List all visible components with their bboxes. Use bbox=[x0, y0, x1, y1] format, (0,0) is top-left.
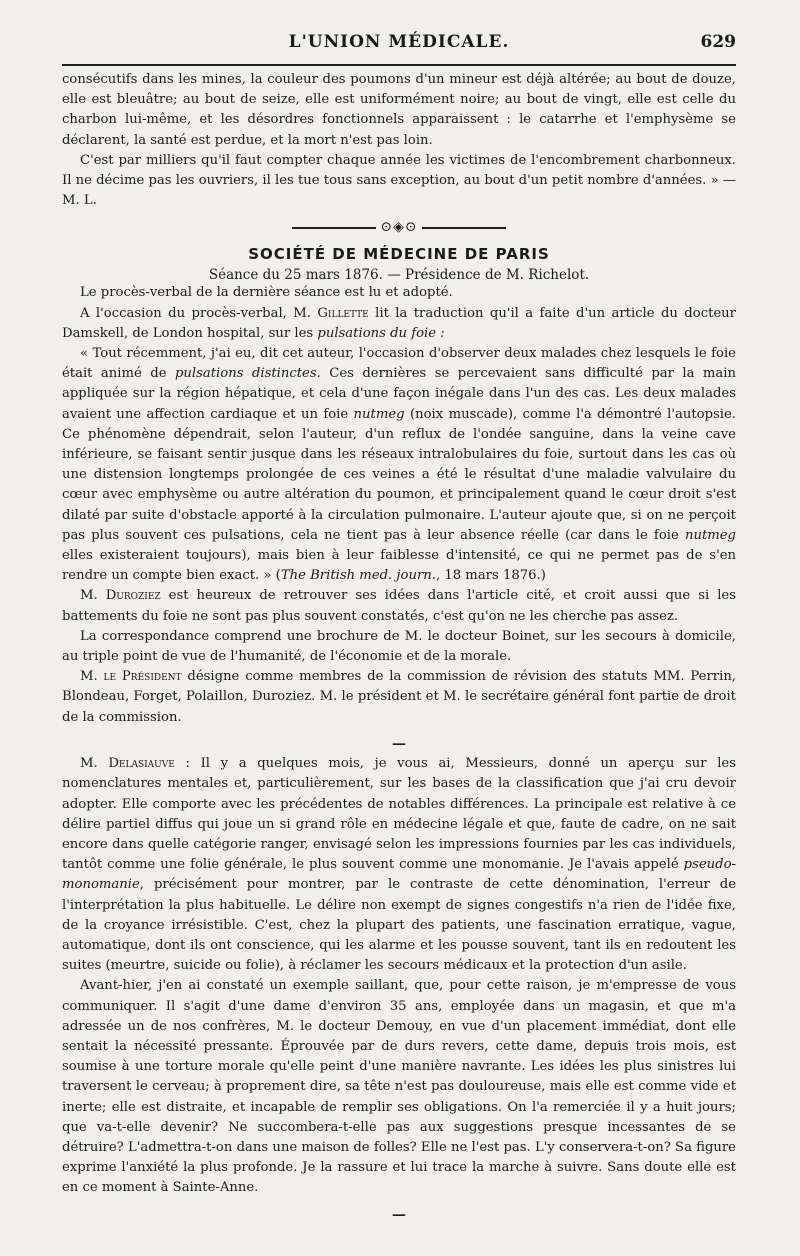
delasiauve-paragraph bbox=[62, 754, 736, 976]
text-span: est heureux de retrouver ses idées dans l'article cité, et croit aussi que si les battements du foie ne sont pas plus souvent constatés, c'est qu'on ne les cherche pas assez. bbox=[62, 588, 736, 624]
intro-paragraph-1: consécutifs dans les mines, la couleur des poumons d'un mineur est déjà altérée; au bout de douze, elle est bleuâtre; au bout de seize, elle est uniformément noire; au bout de vingt, elle est celle du charbon lui-même, et les désordres fonctionnels apparaissent : le catarrhe et l'emphysème se déclarent, la santé est perdue, et la mort n'est pas loin. bbox=[62, 72, 736, 148]
text-span: lit la traduction qu'il a faite d'un article du docteur Damskell, de London hospital, sur les bbox=[62, 305, 736, 341]
speaker-name: Duroziez bbox=[105, 588, 161, 604]
section-title: SOCIÉTÉ DE MÉDECINE DE PARIS bbox=[248, 245, 550, 264]
text-span: , 18 mars 1876.) bbox=[435, 568, 546, 584]
italic-span: nutmeg bbox=[684, 527, 736, 543]
duroziez-paragraph bbox=[62, 586, 736, 626]
text-span: M. bbox=[80, 669, 104, 685]
text-span: Ces dernières se percevaient sans difficulté par la main appliquée sur la région hépatique, et cela d'une façon inégale dans l'un des cas. Les deux malades avaient une affection cardiaque et un foie bbox=[62, 366, 736, 422]
text-span: « Tout récemment, j'ai eu, dit cet auteur, l'occasion d'observer deux malades chez lesquels le foie était animé de bbox=[62, 346, 736, 382]
short-dash-separator: — bbox=[392, 735, 406, 752]
separator-ornament bbox=[62, 217, 736, 237]
text-span: M. bbox=[80, 588, 106, 604]
speaker-name: Gillette bbox=[317, 305, 369, 321]
text-span: M. bbox=[80, 756, 109, 772]
text-span: (noix muscade), comme l'a démontré l'autopsie. Ce phénomène dépendrait, selon l'auteur, d'un reflux de l'ondée sanguine, dans la veine cave inférieure, se faisant sentir jusque dans les réseaux intralobulaires du foie, surtout dans les cas où une distension longtemps prolongée de ces veines a été le résultat d'une maladie valvulaire du cœur avec emphysème ou autre altération du poumon, et principalement quand le cœur droit s'est dilaté par suite d'obstacle apporté à la circulation pulmonaire. L'auteur ajoute que, si on ne perçoit pas plus souvent ces pulsations, cela ne tient pas à leur absence réelle (car dans le foie bbox=[62, 406, 736, 543]
intro-paragraph-2: C'est par milliers qu'il faut compter chaque année les victimes de l'encombrement charbonneux. Il ne décime pas les ouvriers, il les tue tous sans exception, au bout d'un petit nombre d'années. » — M. L. bbox=[62, 152, 736, 209]
speaker-name: Delasiauve bbox=[108, 756, 175, 772]
italic-span: nutmeg bbox=[353, 406, 405, 422]
speaker-name: le Président bbox=[103, 669, 182, 685]
text-span: A l'occasion du procès-verbal, M. bbox=[80, 305, 318, 321]
page-header bbox=[62, 28, 736, 64]
president-paragraph bbox=[62, 667, 736, 728]
ornament-glyph: ⊙◈⊙ bbox=[376, 219, 421, 235]
article-title: pulsations du foie : bbox=[317, 325, 445, 341]
intro-section bbox=[62, 70, 736, 211]
end-dash-separator: — bbox=[392, 1206, 406, 1223]
page-number: 629 bbox=[700, 32, 736, 52]
text-span: : Il y a quelques mois, je vous ai, Messieurs, donné un aperçu sur les nomenclatures mentales et, particulièrement, sur les bases de la classification que j'ai cru devoir adopter. Elle comporte avec les précédentes de notables différences. La principale est relative à ce délire partiel diffus qui joue un si grand rôle en médecine légale et que, faute de cadre, on ne sait encore dans quelle catégorie ranger, envisagé selon les impressions fournies par les cas individuels, tantôt comme une folie générale, le plus souvent comme une monomanie. Je l'avais appelé bbox=[62, 756, 737, 873]
text-span: , précisément pour montrer, par le contraste de cette dénomination, l'erreur de l'interprétation la plus habituelle. Le délire non exempt de signes congestifs n'a rien de l'idée fixe, de la croyance irrésistible. C'est, chez la plupart des patients, une fascination erratique, vague, automatique, dont ils ont conscience, qui les alarme et les pousse souvent, tant ils en redoutent les suites (meurtre, suicide ou folie), à réclamer les secours médicaux et la protection d'un asile. bbox=[62, 877, 736, 974]
session-line: Séance du 25 mars 1876. — Présidence de M. Richelot. bbox=[208, 267, 590, 284]
text-span: elles existeraient toujours), mais bien à leur faiblesse d'intensité, ce qui ne permet pas de s'en rendre un compte bien exact. » ( bbox=[62, 548, 736, 584]
minutes-adopted: Le procès-verbal de la dernière séance est lu et adopté. bbox=[80, 285, 453, 301]
section-separator bbox=[62, 217, 736, 239]
document-page bbox=[62, 28, 736, 1225]
journal-reference: The British med. journ. bbox=[280, 568, 436, 584]
gillette-paragraph bbox=[62, 304, 736, 344]
running-title: L'UNION MÉDICALE. bbox=[288, 32, 510, 52]
italic-span: pulsations distinctes. bbox=[174, 366, 321, 382]
quote-paragraph bbox=[62, 344, 736, 586]
avant-hier-paragraph: Avant-hier, j'en ai constaté un exemple saillant, que, pour cette raison, je m'empresse de vous communiquer. Il s'agit d'une dame d'environ 35 ans, employée dans un magasin, et que m'a adressée un de nos confrères, M. le docteur Demouy, en vue d'un placement immédiat, dont elle sentait la nécessité pressante. Éprouvée par de durs revers, cette dame, depuis trois mois, est soumise à une torture morale qu'elle peint d'une manière navrante. Les idées les plus sinistres lui traversent le cerveau; à proprement dire, sa tête n'est pas douloureuse, mais elle est comme vide et inerte; elle est distraite, et incapable de remplir ses obligations. On l'a remerciée il y a huit jours; que va-t-elle devenir? Ne succombera-t-elle pas aux suggestions presque incessantes de se détruire? L'admettra-t-on dans une maison de folles? Elle ne l'est pas. L'y conservera-t-on? Sa figure exprime l'anxiété la plus profonde. Je la rassure et lui trace la marche à suivre. Sans doute elle est en ce moment à Sainte-Anne. bbox=[62, 978, 736, 1196]
correspondance-paragraph: La correspondance comprend une brochure de M. le docteur Boinet, sur les secours à domicile, au triple point de vue de l'humanité, de l'économie et de la morale. bbox=[62, 628, 736, 665]
header-rule bbox=[62, 64, 736, 66]
italic-span: pseudo-monomanie bbox=[62, 857, 736, 893]
text-span: désigne comme membres de la commission de révision des statuts MM. Perrin, Blondeau, Forget, Polaillon, Duroziez. M. le président et M. le secrétaire général font partie de droit de la commission. bbox=[62, 669, 737, 725]
minutes-section bbox=[62, 283, 736, 1224]
